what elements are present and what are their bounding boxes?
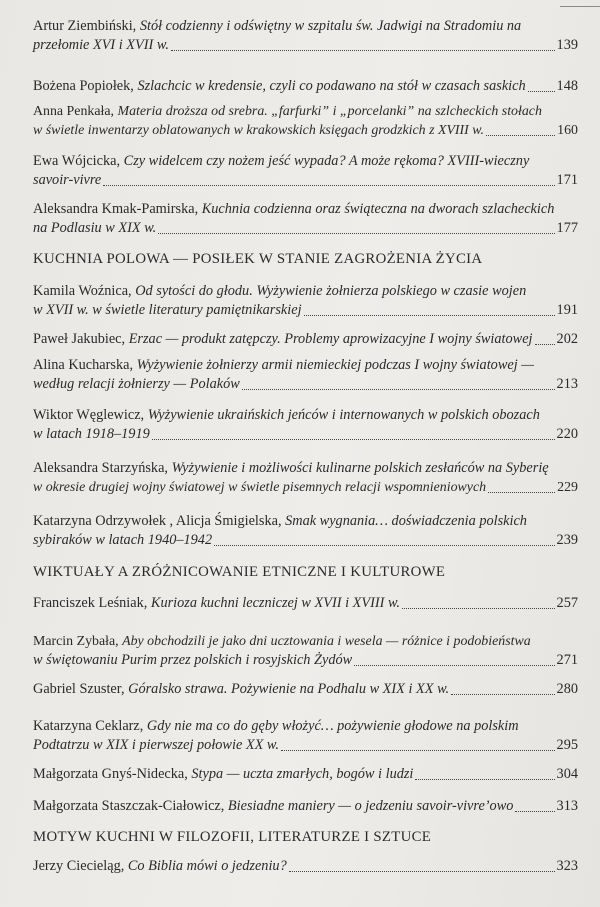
dot-leader: [171, 50, 555, 51]
dot-leader: [486, 135, 555, 136]
entry-title: Wyżywienie ukraińskich jeńców i internowanych w polskich obozach: [147, 407, 540, 423]
toc-entry[interactable]: [33, 857, 578, 876]
dot-leader: [103, 185, 554, 186]
dot-leader: [304, 315, 555, 316]
dot-leader: [354, 665, 554, 666]
entry-author: Paweł Jakubiec,: [33, 331, 126, 347]
entry-page: 280: [556, 681, 578, 697]
entry-title-cont: w świętowaniu Purim przez polskich i rosyjskich Żydów: [33, 652, 353, 668]
entry-title: Stypa — uczta zmarłych, bogów i ludzi: [191, 766, 414, 782]
entry-author: Aleksandra Starzyńska,: [33, 460, 168, 476]
entry-author: Katarzyna Ceklarz,: [33, 718, 144, 734]
entry-page: 220: [556, 426, 578, 442]
entry-author: Wiktor Węglewicz,: [33, 407, 145, 423]
entry-author: Małgorzata Staszczak-Ciałowicz,: [33, 798, 225, 814]
entry-author: Gabriel Szuster,: [33, 681, 125, 697]
entry-title-cont: według relacji żołnierzy — Polaków: [33, 376, 240, 392]
entry-page: 202: [556, 331, 578, 347]
entry-page: 271: [556, 652, 578, 668]
entry-title: Gdy nie ma co do gęby włożyć… pożywienie głodowe na polskim: [146, 718, 519, 734]
dot-leader: [281, 750, 555, 751]
entry-title: Stół codzienny i odświętny w szpitalu św. Jadwigi na Stradomiu na: [139, 18, 522, 34]
entry-author: Ewa Wójcicka,: [33, 153, 121, 169]
entry-title-cont: Podtatrzu w XIX i pierwszej połowie XX w.: [33, 737, 279, 753]
entry-author: Alina Kucharska,: [33, 357, 134, 373]
entry-page: 191: [556, 302, 578, 318]
entry-author: Marcin Zybała,: [33, 634, 119, 649]
entry-author: Anna Penkała,: [33, 104, 115, 119]
entry-page: 213: [556, 376, 578, 392]
entry-title-cont: w okresie drugiej wojny światowej w świetle pisemnych relacji wspomnieniowych: [33, 480, 487, 495]
dot-leader: [451, 694, 554, 695]
toc-entry[interactable]: [33, 406, 578, 444]
entry-page: 139: [556, 37, 578, 53]
entry-author: Jerzy Ciecieląg,: [33, 858, 125, 874]
entry-title: Góralsko strawa. Pożywienie na Podhalu w XIX i XX w.: [128, 681, 450, 697]
entry-title: Co Biblia mówi o jedzeniu?: [127, 858, 287, 874]
entry-title-cont: w XVII w. w świetle literatury pamiętnikarskiej: [33, 302, 302, 318]
toc-entry[interactable]: [33, 797, 578, 816]
entry-page: 177: [556, 220, 578, 236]
entry-author: Kamila Woźnica,: [33, 283, 132, 299]
entry-author: Franciszek Leśniak,: [33, 595, 148, 611]
entry-page: 148: [556, 78, 578, 94]
entry-title: Kuchnia codzienna oraz świąteczna na dworach szlacheckich: [201, 201, 555, 217]
toc-entry[interactable]: [33, 152, 578, 190]
dot-leader: [152, 439, 555, 440]
entry-title-cont: przełomie XVI i XVII w.: [33, 37, 169, 53]
toc-entry[interactable]: [33, 102, 578, 140]
entry-page: 171: [556, 172, 578, 188]
entry-title: Erzac — produkt zatępczy. Problemy aprowizacyjne I wojny światowej: [128, 331, 533, 347]
entry-page: 160: [557, 123, 578, 138]
entry-title: Materia droższa od srebra. „farfurki” i „porcelanki” na szlcheckich stołach: [117, 104, 542, 119]
toc-entry[interactable]: [33, 77, 578, 96]
entry-page: 304: [556, 766, 578, 782]
entry-title: Biesiadne maniery — o jedzeniu savoir-vivre’owo: [227, 798, 514, 814]
toc-entry[interactable]: [33, 680, 578, 699]
entry-title-cont: sybiraków w latach 1940–1942: [33, 532, 213, 548]
section-heading: WIKTUAŁY A ZRÓŻNICOWANIE ETNICZNE I KULTUROWE: [33, 564, 446, 580]
entry-page: 313: [556, 798, 578, 814]
entry-page: 323: [556, 858, 578, 874]
entry-title-cont: w świetle inwentarzy oblatowanych w krakowskich księgach grodzkich z XVIII w.: [33, 123, 484, 138]
toc-entry[interactable]: [33, 512, 578, 550]
toc-entry[interactable]: [33, 17, 578, 55]
dot-leader: [289, 871, 555, 872]
toc-entry[interactable]: [33, 330, 578, 349]
toc-entry[interactable]: [33, 200, 578, 238]
dot-leader: [242, 389, 555, 390]
dot-leader: [515, 811, 554, 812]
top-rule: [560, 0, 600, 7]
entry-title: Wyżywienie i możliwości kulinarne polskich zesłańców na Syberię: [171, 460, 549, 476]
entry-title-cont: savoir-vivre: [33, 172, 102, 188]
entry-title-cont: w latach 1918–1919: [33, 426, 150, 442]
dot-leader: [158, 233, 554, 234]
entry-page: 229: [557, 480, 578, 495]
dot-leader: [402, 608, 555, 609]
toc-entry[interactable]: [33, 356, 578, 394]
entry-title: Szlachcic w kredensie, czyli co podawano na stół w czasach saskich: [137, 78, 526, 94]
toc-entry[interactable]: [33, 632, 578, 670]
entry-title: Kurioza kuchni leczniczej w XVII i XVIII w.: [150, 595, 401, 611]
entry-page: 257: [556, 595, 578, 611]
dot-leader: [488, 492, 555, 493]
toc-entry[interactable]: [33, 717, 578, 755]
entry-title: Aby obchodzili je jako dni ucztowania i wesela — różnice i podobieństwa: [122, 634, 531, 649]
dot-leader: [535, 344, 555, 345]
entry-author: Katarzyna Odrzywołek , Alicja Śmigielska,: [33, 513, 282, 529]
dot-leader: [528, 91, 555, 92]
entry-author: Bożena Popiołek,: [33, 78, 134, 94]
entry-title: Smak wygnania… doświadczenia polskich: [285, 513, 527, 529]
toc-entry[interactable]: [33, 594, 578, 613]
entry-page: 239: [556, 532, 578, 548]
entry-author: Artur Ziembiński,: [33, 18, 137, 34]
entry-title: Wyżywienie żołnierzy armii niemieckiej podczas I wojny światowej —: [136, 357, 534, 373]
entry-title: Od sytości do głodu. Wyżywienie żołnierza polskiego w czasie wojen: [135, 283, 527, 299]
section-heading: MOTYW KUCHNI W FILOZOFII, LITERATURZE I SZTUCE: [33, 829, 432, 845]
dot-leader: [415, 779, 554, 780]
dot-leader: [214, 545, 554, 546]
toc-entry[interactable]: [33, 765, 578, 784]
entry-title-cont: na Podlasiu w XIX w.: [33, 220, 157, 236]
entry-page: 295: [556, 737, 578, 753]
section-heading: KUCHNIA POLOWA — POSIŁEK W STANIE ZAGROŻENIA ŻYCIA: [33, 251, 483, 267]
entry-title: Czy widelcem czy nożem jeść wypada? A może rękoma? XVIII-wieczny: [123, 153, 530, 169]
toc-entry[interactable]: [33, 282, 578, 320]
toc-entry[interactable]: [33, 459, 578, 497]
entry-author: Aleksandra Kmak-Pamirska,: [33, 201, 199, 217]
entry-author: Małgorzata Gnyś-Nidecka,: [33, 766, 188, 782]
